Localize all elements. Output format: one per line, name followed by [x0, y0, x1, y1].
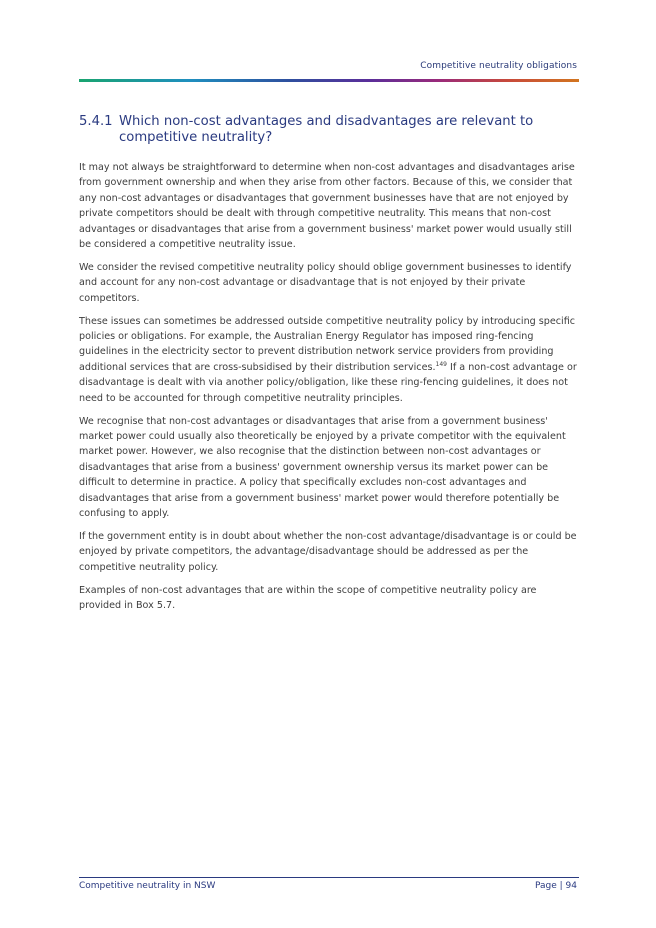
paragraph-1: It may not always be straightforward to determine when non-cost advantages and disadvantages arise from government ownership and when they arise from other factors. Because of this, we consider that any non-cost advantages or disadvantages that government businesses have that are not enjoyed by private competitors should be dealt with through competitive neutrality. This means that non-cost advantages or disadvantages that arise from a government business' market power would usually still be considered a competitive neutrality issue. — [79, 162, 575, 251]
paragraph-5: If the government entity is in doubt about whether the non-cost advantage/disadvantage is or could be enjoyed by private competitors, the advantage/disadvantage should be addressed as per the competitive neutrality policy. — [79, 530, 577, 573]
section-title: Which non-cost advantages and disadvantages are relevant to competitive neutrality? — [119, 114, 534, 145]
section-heading — [79, 114, 579, 146]
footnote-reference[interactable]: 149 — [435, 360, 447, 368]
footer-rule — [79, 877, 579, 878]
paragraph-3-text: These issues can sometimes be addressed outside competitive neutrality policy by introducing specific policies or obligations. For example, the Australian Energy Regulator has imposed ring-fencing guidelines in the electricity sector to prevent distribution network service providers from providing additional services that are cross-subsidised by their distribution services. — [79, 315, 576, 373]
footer-page-number: Page | 94 — [535, 881, 577, 891]
paragraph-3 — [79, 314, 579, 406]
section-number: 5.4.1 — [79, 114, 113, 129]
paragraph-6: Examples of non-cost advantages that are within the scope of competitive neutrality policy are provided in Box 5.7. — [79, 584, 537, 612]
footer-document-title: Competitive neutrality in NSW — [79, 881, 216, 891]
body-text — [79, 160, 579, 621]
paragraph-4: We recognise that non-cost advantages or disadvantages that arise from a government business' market power could usually also theoretically be enjoyed by a private competitor with the equivalent market power. However, we also recognise that the distinction between non-cost advantages or disadvantages that arise from a business' government ownership versus its market power can be difficult to determine in practice. A policy that specifically excludes non-cost advantages and disadvantages that arise from a government business' market power would therefore potentially be confusing to apply. — [79, 415, 566, 520]
header-gradient-rule — [79, 79, 579, 82]
paragraph-3-continued: If a non-cost advantage or disadvantage is dealt with via another policy/obligation, like these ring-fencing guidelines, it does not need to be accounted for through competitive neutrality principles. — [79, 361, 577, 404]
paragraph-2: We consider the revised competitive neutrality policy should oblige government businesses to identify and account for any non-cost advantage or disadvantage that is not enjoyed by their private competitors. — [79, 261, 572, 304]
running-header: Competitive neutrality obligations — [420, 61, 577, 71]
